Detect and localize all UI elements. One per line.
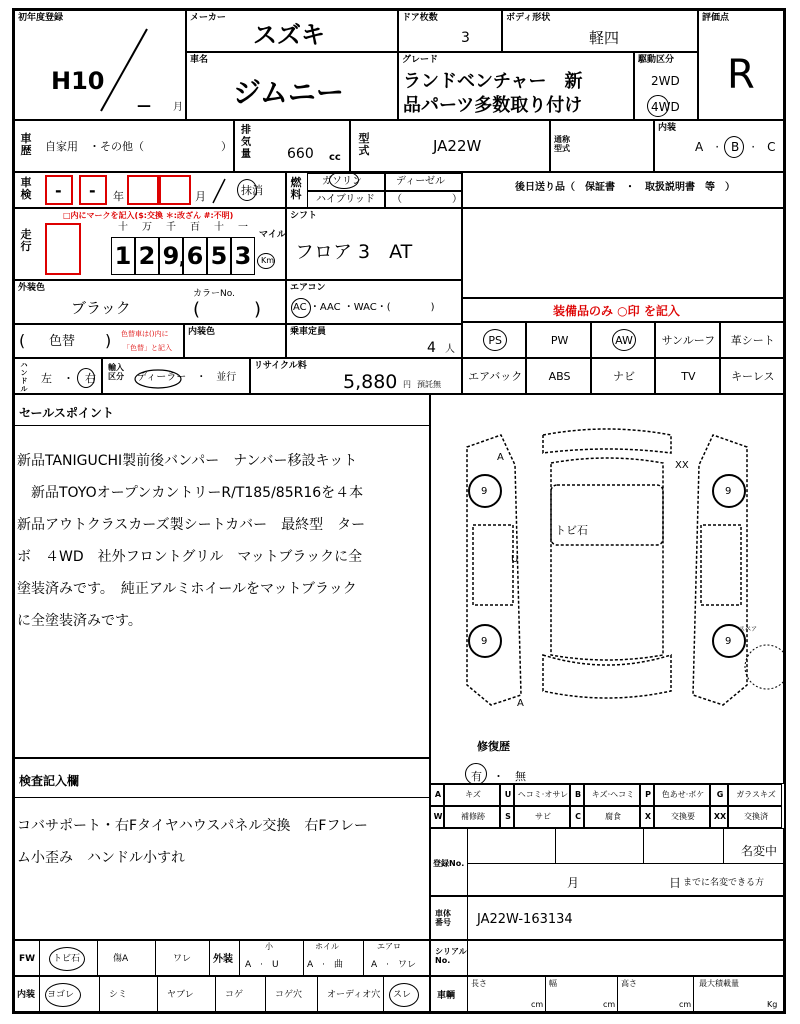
aero-label: エアロ [377, 942, 401, 951]
equipment-cell [655, 358, 719, 394]
fw-row [14, 940, 430, 976]
sales-line: 新品TOYOオープンカントリーR/T185/85R16を４本 [17, 485, 364, 501]
mileage-cell [14, 208, 286, 280]
first-registration-cell [14, 10, 186, 120]
drive-label: 駆動区分 [638, 55, 675, 65]
repaint-cell [14, 324, 184, 358]
ac-cell [286, 280, 462, 324]
serial2-label: シリアル No. [435, 947, 467, 965]
fw-divider [97, 941, 98, 977]
damage-legend [430, 784, 784, 828]
equipment-cell [462, 322, 526, 358]
damage-mark-roof: トビ石 [555, 524, 588, 537]
serial-cell [430, 896, 784, 940]
serial-divider [467, 897, 468, 941]
legend-meaning-cell [514, 806, 570, 828]
doors-label: ドア枚数 [402, 13, 438, 23]
sales-line: に全塗装済みです。 [17, 613, 142, 629]
legend-meaning-cell [584, 784, 640, 806]
ac-label: エアコン [290, 283, 326, 293]
equipment-cell [462, 358, 526, 394]
sales-points-text [17, 445, 365, 637]
interior-damage-item: コゲ [225, 990, 244, 1000]
equipment-item: サンルーフ [661, 334, 716, 347]
maker-value: スズキ [253, 21, 325, 49]
fuel-other: （ ） [392, 194, 462, 205]
repaint-paren-open: ( [19, 331, 26, 350]
legend-meaning: ガラスキズ [736, 790, 776, 799]
recycle-unit: 円 [403, 380, 411, 389]
fuel-other-cell [385, 191, 463, 209]
first-registration-value: H10 [51, 67, 105, 95]
legend-code: A [434, 790, 442, 799]
inspection-label: 車 検 [20, 176, 32, 201]
repaint-note-2: 「色替」と記入 [123, 344, 172, 352]
model-value: ジムニー [233, 76, 344, 109]
interior-dirt-circle [45, 983, 81, 1007]
legend-code-cell [640, 806, 654, 828]
car-diagram [431, 405, 783, 725]
sales-points-cell [14, 394, 430, 758]
dim-divider-1 [545, 977, 546, 1013]
length-label: 長さ [471, 979, 487, 988]
fuel-gasoline: ガソリン [322, 176, 362, 187]
inspection-month-box-2 [159, 175, 191, 205]
width-label: 幅 [549, 979, 557, 988]
legend-meaning-cell [444, 806, 500, 828]
odometer [87, 223, 255, 275]
legend-meaning: キズ [465, 790, 481, 799]
fw-divider [39, 941, 40, 977]
sales-line: 新品TANIGUCHI製前後バンパー ナンバー移設キット [17, 453, 358, 469]
interior-color-cell [184, 324, 286, 358]
legend-meaning: ヘコミ·オサレ [517, 790, 569, 799]
drive-cell [634, 52, 698, 120]
grade-value-line1: ランドベンチャー 新 [403, 71, 583, 92]
tire-depth-rr: 9 [725, 636, 732, 647]
dim-divider-0 [467, 977, 468, 1013]
documents-blank [462, 208, 784, 298]
equipment-cell [720, 322, 784, 358]
repair-yes-circle [465, 763, 487, 785]
shift-value: フロア 3 AT [295, 241, 413, 263]
legend-code: U [504, 790, 512, 799]
name-change-label: 名変中 [741, 844, 778, 858]
equipment-header-cell [462, 298, 784, 322]
exterior-color-value: ブラック [71, 299, 131, 317]
recycle-label: リサイクル料 [254, 361, 307, 371]
mile-label: マイル [259, 230, 286, 240]
equipment-item: ABS [548, 370, 571, 383]
model-label: 車名 [190, 55, 209, 65]
shift-label: シフト [290, 211, 318, 221]
legend-meaning-cell [654, 784, 710, 806]
interior-divider [317, 977, 318, 1013]
legend-meaning: 交換済 [744, 812, 768, 821]
odometer-comma: , [179, 249, 186, 268]
legend-code-cell [570, 784, 584, 806]
interior-damage-item: シミ [109, 990, 128, 1000]
displacement-label: 排 気 量 [241, 125, 251, 160]
grade-value-line2: 品パーツ多数取り付け [403, 95, 583, 116]
small-label: 小 [265, 942, 273, 951]
fw-item: トビ石 [53, 954, 81, 964]
fw-divider [363, 941, 364, 977]
legend-code: P [645, 790, 651, 799]
length-unit: cm [531, 1000, 544, 1009]
legend-meaning: 腐食 [605, 812, 621, 821]
import-cell [102, 358, 250, 394]
fuel-hybrid: ハイブリッド [316, 194, 375, 205]
mileage-label: 走 行 [20, 228, 32, 253]
interior-grades: A · B · C [695, 140, 776, 154]
bottom-checklist [14, 940, 430, 1012]
sales-line: 塗装済みです。 純正アルミホイールをマットブラック [17, 581, 357, 597]
import-label: 輸入 区分 [108, 363, 124, 381]
interior-damage-item: オーディオ穴 [327, 990, 381, 1000]
interior-damage-item: スレ [393, 990, 412, 1000]
type-cell [350, 120, 550, 172]
doors-cell [398, 10, 502, 52]
reg-divider-1 [555, 829, 556, 863]
registration-cell [430, 828, 784, 896]
interior-divider [99, 977, 100, 1013]
displacement-unit: cc [329, 152, 341, 163]
equipment-grid [462, 322, 784, 394]
odometer-digit [87, 237, 111, 275]
serial2-cell [430, 940, 784, 976]
legend-code-cell [500, 806, 514, 828]
maker-cell [186, 10, 398, 52]
tire-depth-fl: 9 [481, 486, 488, 497]
fw-divider [303, 941, 304, 977]
capacity-unit: 人 [445, 344, 455, 355]
legend-meaning-cell [584, 806, 640, 828]
load-unit: Kg [767, 1000, 778, 1009]
body-cell [502, 10, 698, 52]
interior-scuff-circle [389, 983, 419, 1007]
repair-history-value: 有 ・ 無 [471, 770, 526, 783]
equipment-item: PS [488, 334, 502, 347]
first-registration-label: 初年度登録 [18, 13, 64, 23]
capacity-label: 乗車定員 [290, 327, 327, 337]
odometer-unit-label: 百 [190, 222, 200, 233]
fuel-cell [286, 172, 462, 208]
inspection-cell [14, 172, 286, 208]
fw-item: 傷A [113, 954, 129, 964]
shift-cell [286, 208, 462, 280]
interior-color-label: 内装色 [188, 327, 216, 337]
interior-damage-item: コゲ穴 [275, 990, 303, 1000]
inspection-month-box-1 [127, 175, 159, 205]
serial2-divider [467, 941, 468, 977]
legend-meaning-cell [728, 784, 782, 806]
import-value: ディーラー ・ 並行 [137, 372, 237, 383]
documents-cell [462, 172, 784, 208]
interior-divider [39, 977, 40, 1013]
dimension-cell [430, 976, 784, 1012]
model-cell [186, 52, 398, 120]
inspection-note-line: コバサポート・右Fタイヤハウスパネル交換 右Fフレー [17, 818, 368, 834]
legend-code: W [433, 812, 443, 821]
legend-code: C [575, 812, 581, 821]
reg-divider-h [467, 863, 785, 864]
odometer-digit: 5 [207, 237, 231, 275]
odometer-unit-label: 千 [166, 222, 176, 233]
ext-label: 外装 [213, 954, 233, 965]
equipment-cell [591, 322, 655, 358]
legend-code-cell [430, 806, 444, 828]
drive-2wd: 2WD [651, 74, 680, 88]
aero-opts: A · ワレ [371, 960, 417, 970]
registration-label: 登録No. [433, 859, 465, 868]
handle-value: 左 ・ 右 [41, 372, 96, 385]
sales-line: ボ ４WD 社外フロントグリル マットブラックに全 [17, 549, 363, 565]
legend-code-cell [570, 806, 584, 828]
legend-meaning: 色あせ·ボケ [661, 790, 705, 799]
reg-divider-2 [643, 829, 644, 863]
sales-line: 新品アウトクラスカーズ製シートカバー 最終型 ター [17, 517, 366, 533]
damage-mark-front-left: A [497, 452, 504, 463]
ac-value: AC ・AAC ・WAC・( ) [293, 302, 435, 313]
month-dash: — [137, 98, 151, 114]
serial-value: JA22W-163134 [477, 912, 573, 927]
legend-code: XX [713, 812, 727, 821]
legend-code-cell [430, 784, 444, 806]
legend-meaning-cell [444, 784, 500, 806]
equipment-cell [526, 358, 590, 394]
dim-divider-3 [693, 977, 694, 1013]
width-unit: cm [603, 1000, 616, 1009]
repaint-value: 色替 [49, 334, 76, 349]
legend-meaning-cell [654, 806, 710, 828]
interior-divider [383, 977, 384, 1013]
handle-right-circle [77, 368, 95, 388]
dash-2: - [89, 181, 96, 200]
history-label: 車 歴 [20, 132, 32, 157]
fuel-gasoline-circle [329, 171, 359, 189]
color-code-value: ( ) [193, 299, 262, 320]
history-cell [14, 120, 234, 172]
wheel-opts: A · 曲 [307, 960, 344, 970]
fw-divider [239, 941, 240, 977]
common-type-cell [550, 120, 654, 172]
capacity-value: 4 [427, 340, 436, 356]
km-circle [257, 253, 275, 269]
equipment-item: 革シート [730, 334, 775, 347]
equipment-circle [483, 329, 507, 351]
legend-code-cell [640, 784, 654, 806]
mileage-note: □内にマークを記入($:交換 ＊:改ざん #:不明) [63, 211, 234, 220]
legend-meaning: 交換要 [671, 812, 695, 821]
ac-circle [291, 298, 311, 318]
drive-4wd: 4WD [651, 100, 680, 114]
equipment-circle [612, 329, 636, 351]
odometer-digit: 2 [135, 237, 159, 275]
equipment-cell [526, 322, 590, 358]
equipment-item: TV [681, 370, 696, 383]
slash-mark-2 [209, 177, 229, 205]
documents-value: 後日送り品（ 保証書 ・ 取扱説明書 等 ） [515, 182, 735, 193]
height-label: 高さ [621, 979, 637, 988]
interior-divider [157, 977, 158, 1013]
odometer-digit: 9 [159, 237, 183, 275]
interior-grade-b-circle [724, 136, 744, 158]
km-label: Km [261, 256, 275, 265]
inspection-notes-divider [15, 797, 431, 798]
exterior-color-cell [14, 280, 286, 324]
legend-meaning-cell [728, 806, 782, 828]
equipment-item: AW [615, 334, 633, 347]
fuel-diesel-cell [385, 173, 463, 191]
damage-mark-left-side: U [511, 554, 519, 565]
equipment-cell [720, 358, 784, 394]
auction-sheet [12, 8, 786, 1014]
tire-depth-fr: 9 [725, 486, 732, 497]
load-label: 最大積載量 [699, 979, 739, 988]
recycle-deposit: 預託無 [417, 380, 441, 389]
maker-label: メーカー [190, 13, 226, 23]
fw-divider [155, 941, 156, 977]
interior-cell [654, 120, 784, 172]
common-type-label: 通称 型式 [554, 135, 570, 153]
handle-label: ハ ン ド ル [20, 361, 28, 393]
inspection-notes-cell [14, 758, 430, 940]
score-cell [698, 10, 784, 120]
dim-divider-2 [617, 977, 618, 1013]
repaint-paren-close: ) [105, 331, 112, 350]
month-unit-2: 月 [195, 190, 206, 203]
reg-divider-3 [723, 829, 724, 863]
interior-damage-item: ヨゴレ [47, 990, 75, 1000]
recycle-cell [250, 358, 462, 394]
body-type-label: ボディ形状 [506, 13, 551, 23]
expired-circle [237, 179, 257, 201]
legend-code-cell [710, 806, 728, 828]
legend-code-cell [710, 784, 728, 806]
equipment-item: エアバック [468, 370, 523, 383]
fuel-hybrid-cell [307, 191, 385, 209]
score-label: 評価点 [702, 13, 730, 23]
legend-meaning: サビ [535, 812, 551, 821]
body-type-value: 軽四 [589, 29, 620, 47]
inspection-note-line: ム小歪み ハンドル小すれ [17, 850, 185, 866]
tire-depth-rl: 9 [481, 636, 488, 647]
exterior-color-label: 外装色 [18, 283, 46, 293]
drive-4wd-circle [647, 95, 669, 117]
month-unit: 月 [173, 102, 183, 113]
interior-damage-label: 内装 [17, 990, 36, 1000]
fuel-diesel: ディーゼル [396, 176, 445, 187]
dash-1: - [55, 181, 62, 200]
grade-cell [398, 52, 634, 120]
color-code-label: カラーNo. [193, 289, 235, 299]
fuel-label: 燃 料 [290, 176, 302, 201]
name-change-month: 月 [567, 876, 580, 890]
legend-code: S [505, 812, 511, 821]
handle-cell [14, 358, 102, 394]
fw-label: FW [19, 954, 36, 964]
fw-item: ワレ [173, 954, 192, 964]
equipment-item: ナビ [612, 370, 635, 383]
odometer-digit: 6 [183, 237, 207, 275]
odometer-unit-label: 万 [142, 222, 152, 233]
repair-history-label: 修復歴 [477, 740, 510, 753]
legend-code: G [716, 790, 724, 799]
legend-meaning: キズ·ヘコミ [591, 790, 635, 799]
interior-label: 内装 [658, 123, 677, 133]
height-unit: cm [679, 1000, 692, 1009]
displacement-cell [234, 120, 350, 172]
doors-value: 3 [461, 30, 470, 46]
legend-meaning-cell [514, 784, 570, 806]
ext-small-opts: A · U [245, 960, 279, 970]
score-value: R [727, 52, 755, 98]
damage-mark-rear: A [517, 698, 524, 709]
grade-label: グレード [402, 55, 439, 65]
dimension-label: 車輌 [437, 991, 456, 1001]
type-label: 型 式 [358, 132, 370, 157]
import-dealer-mark [133, 367, 183, 391]
equipment-item: キーレス [731, 370, 775, 383]
wheel-label: ホイル [315, 942, 339, 951]
year-unit: 年 [113, 190, 124, 203]
expired-value: 抹消 [241, 184, 263, 197]
interior-divider [215, 977, 216, 1013]
sales-points-label: セールスポイント [19, 406, 114, 420]
odometer-unit-label: 十 [214, 222, 224, 233]
odometer-unit-label: 十 [118, 222, 128, 233]
car-diagram-cell [430, 394, 784, 784]
serial-label: 車体 番号 [435, 909, 451, 927]
type-value: JA22W [433, 137, 482, 155]
fuel-grid [307, 173, 463, 209]
recycle-value: 5,880 [343, 371, 398, 393]
repaint-note-1: 色替車は()内に [121, 330, 169, 338]
inspection-notes-label: 検査記入欄 [19, 774, 80, 788]
displacement-value: 660 [287, 146, 314, 162]
legend-code: B [574, 790, 582, 799]
interior-damage-item: ヤブレ [167, 990, 194, 1000]
odometer-digit: 1 [111, 237, 135, 275]
legend-meaning: 補修跡 [461, 812, 485, 821]
legend-code: X [644, 812, 652, 821]
interior-divider [265, 977, 266, 1013]
interior-damage-row [14, 976, 430, 1012]
legend-code-cell [500, 784, 514, 806]
capacity-cell [286, 324, 462, 358]
name-change-deadline: までに名変できる方 [683, 878, 765, 888]
equipment-header: 装備品のみ ○印 を記入 [553, 304, 680, 318]
equipment-cell [655, 322, 719, 358]
damage-mark-front-right: XX [675, 460, 689, 471]
equipment-cell [591, 358, 655, 394]
fw-divider [209, 941, 210, 977]
spare-label: スペア [739, 626, 758, 633]
sales-divider [15, 425, 431, 426]
odometer-unit-label: 一 [238, 222, 248, 233]
mileage-mark-box [45, 223, 81, 275]
fw-circle [49, 947, 85, 971]
equipment-item: PW [550, 334, 569, 347]
name-change-day: 日 [669, 876, 682, 890]
usage-value: 自家用 ・その他（ ） [45, 140, 232, 153]
odometer-digit: 3 [231, 237, 255, 275]
